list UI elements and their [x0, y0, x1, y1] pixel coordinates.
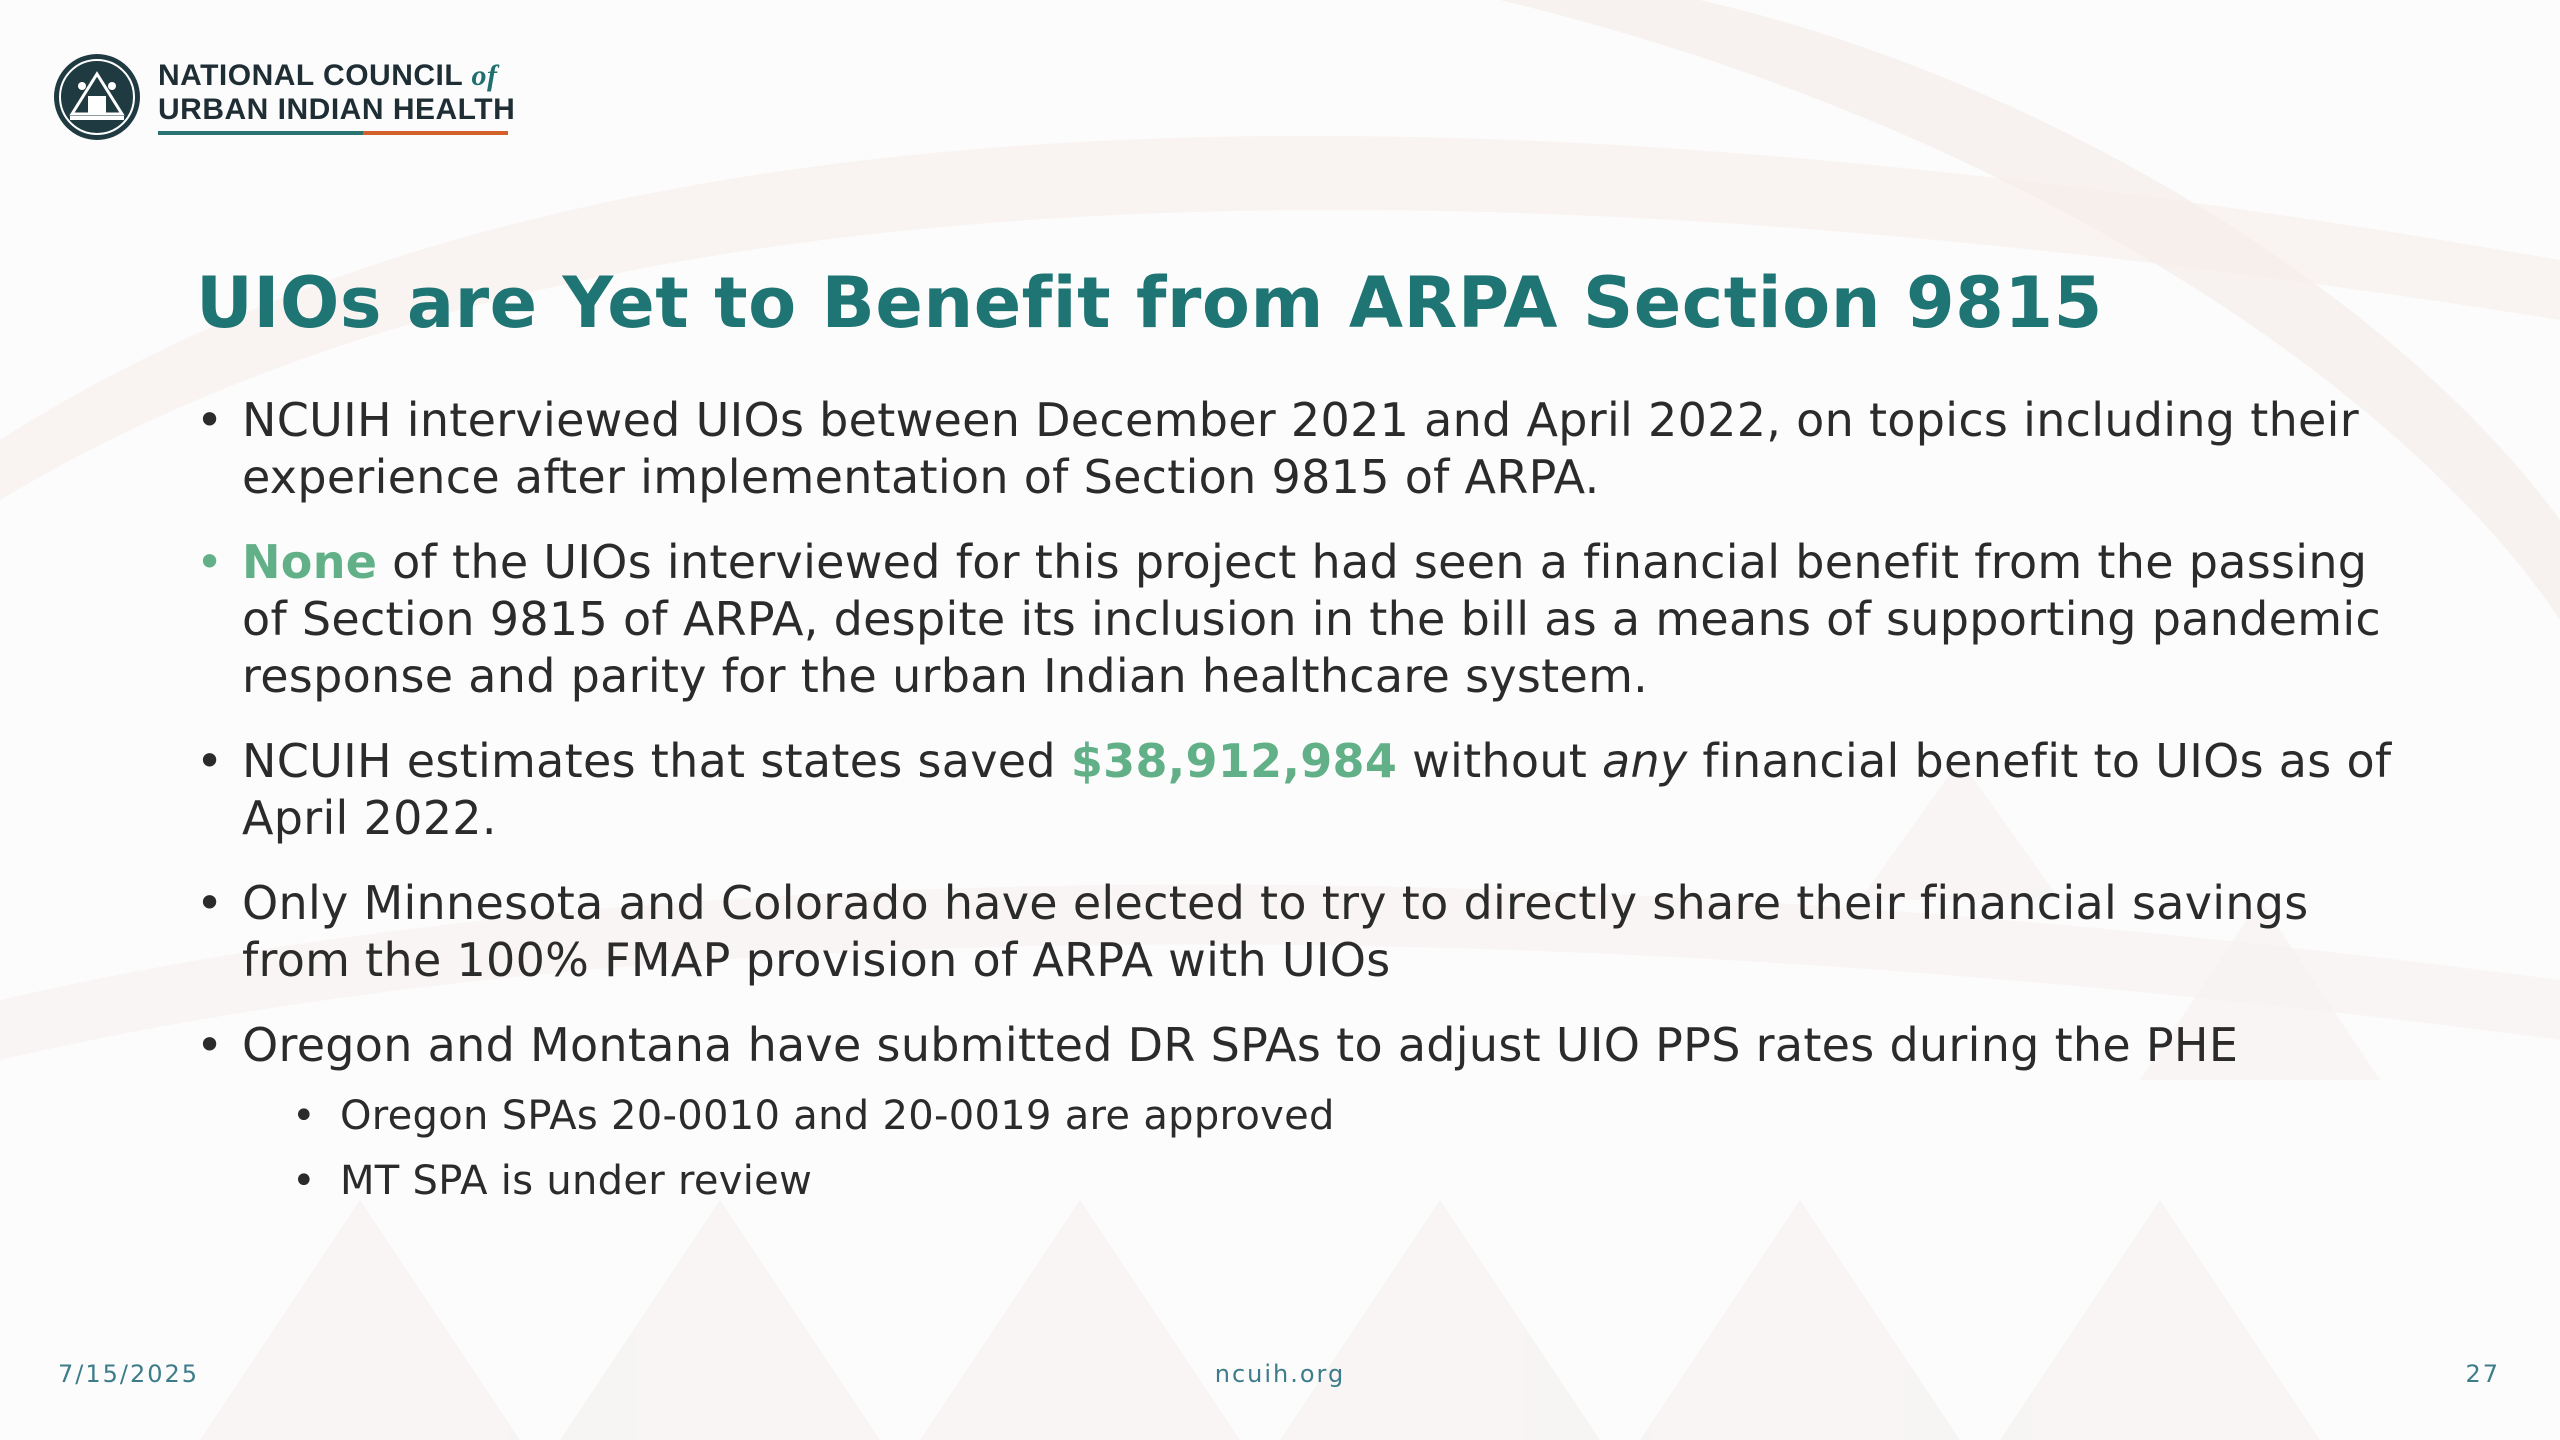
highlight-amount: $38,912,984 [1070, 734, 1398, 788]
logo-line2: URBAN INDIAN HEALTH [158, 93, 516, 126]
bullet-dot: • [196, 535, 224, 589]
sub-bullet-dot: • [292, 1093, 316, 1139]
ncuih-emblem-icon [52, 52, 142, 142]
bullet-item [196, 875, 2416, 989]
bullet-dot: • [196, 734, 224, 788]
bullet-text: NCUIH interviewed UIOs between December 2021 and April 2022, on topics including their experience after implementation of Section 9815 of ARPA. [242, 393, 2359, 504]
bullet-text: without [1397, 734, 1603, 788]
bullet-item [196, 392, 2416, 506]
bullet-dot: • [196, 1018, 224, 1072]
bullet-text: NCUIH estimates that states saved [242, 734, 1071, 788]
bullet-text: Oregon and Montana have submitted DR SPAs to adjust UIO PPS rates during the PHE [242, 1018, 2239, 1072]
bullet-dot: • [196, 876, 224, 930]
bullet-dot: • [196, 393, 224, 447]
sub-bullet-text: Oregon SPAs 20-0010 and 20-0019 are approved [340, 1093, 1335, 1139]
bullet-item [196, 733, 2416, 847]
bullet-item [196, 534, 2416, 705]
footer-date: 7/15/2025 [58, 1360, 200, 1388]
emphasis-any: any [1602, 734, 1688, 788]
bullet-item [196, 1017, 2416, 1214]
bullet-list [196, 392, 2416, 1242]
bullet-text: financial benefit to UIOs as of April 2022. [242, 734, 2392, 845]
sub-bullet-dot: • [292, 1158, 316, 1204]
sub-bullet-item [292, 1149, 2416, 1214]
sub-bullet-list [242, 1084, 2416, 1214]
slide-number: 27 [2465, 1360, 2500, 1388]
ncuih-logo [52, 52, 515, 142]
logo-rule [158, 131, 508, 135]
sub-bullet-text: MT SPA is under review [340, 1158, 813, 1204]
sub-bullet-item [292, 1084, 2416, 1149]
bullet-text: Only Minnesota and Colorado have elected to try to directly share their financial savings from the 100% FMAP provision of ARPA with UIOs [242, 876, 2309, 987]
highlight-none: None [242, 535, 378, 589]
logo-of: of [471, 59, 498, 92]
slide-title: UIOs are Yet to Benefit from ARPA Section 9815 [196, 262, 2103, 344]
bullet-text: of the UIOs interviewed for this project had seen a financial benefit from the passing of Section 9815 of ARPA, despite its inclusion in the bill as a means of supporting pandemic response and parity for the urban Indian healthcare system. [242, 535, 2382, 703]
footer-site: ncuih.org [1214, 1360, 1346, 1388]
logo-line1: NATIONAL COUNCIL [158, 59, 463, 92]
